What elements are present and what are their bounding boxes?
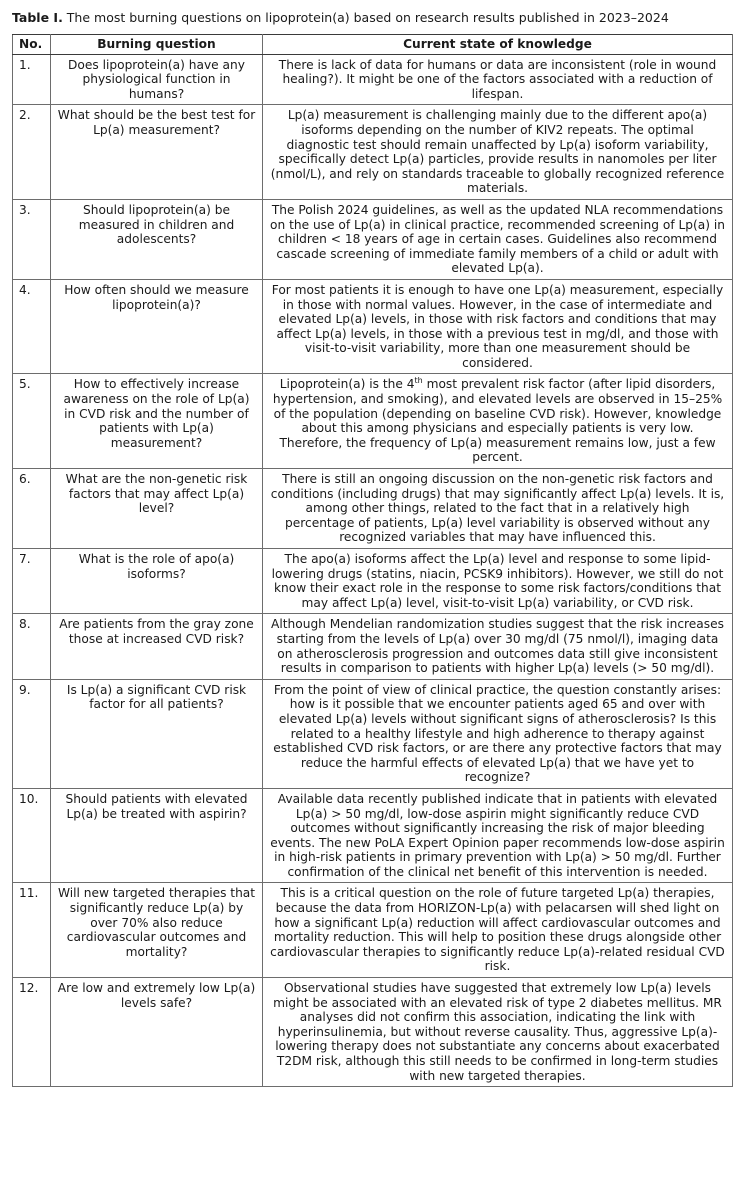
- row-number: 6.: [13, 469, 51, 549]
- row-question: What is the role of apo(a) isoforms?: [51, 549, 263, 614]
- row-question: How to effectively increase awareness on the role of Lp(a) in CVD risk and the number of patients with Lp(a) measurement?: [51, 374, 263, 469]
- row-answer: [263, 374, 733, 469]
- row-question: Are low and extremely low Lp(a) levels safe?: [51, 978, 263, 1087]
- row-number: 7.: [13, 549, 51, 614]
- table-row: [13, 978, 733, 1087]
- table-row: [13, 549, 733, 614]
- table-row: [13, 614, 733, 679]
- row-answer: The Polish 2024 guidelines, as well as the updated NLA recommendations on the use of Lp(a) in clinical practice, recommended screening of Lp(a) in children < 18 years of age in certain cases. Guidelines also recommend cascade screening of immediate family members of a child or adult with elevated Lp(a).: [263, 199, 733, 279]
- row-answer: The apo(a) isoforms affect the Lp(a) level and response to some lipid-lowering drugs (statins, niacin, PCSK9 inhibitors). However, we still do not know their exact role in the response to some risk factors/conditions that may affect Lp(a) level, visit-to-visit Lp(a) variability, or CVD risk.: [263, 549, 733, 614]
- header-question: Burning question: [51, 35, 263, 55]
- row-question: What are the non-genetic risk factors that may affect Lp(a) level?: [51, 469, 263, 549]
- row-question: Will new targeted therapies that significantly reduce Lp(a) by over 70% also reduce cardiovascular outcomes and mortality?: [51, 883, 263, 978]
- table-row: [13, 199, 733, 279]
- row-answer: For most patients it is enough to have one Lp(a) measurement, especially in those with normal values. However, in the case of intermediate and elevated Lp(a) levels, in those with risk factors and conditions that may affect Lp(a) levels, in those with a previous test in mg/dl, and those with visit-to-visit variability, more than one measurement should be considered.: [263, 279, 733, 374]
- row-question: Should lipoprotein(a) be measured in children and adolescents?: [51, 199, 263, 279]
- caption-text: The most burning questions on lipoprotein(a) based on research results published in 2023–2024: [66, 10, 669, 25]
- table-caption: [12, 10, 732, 26]
- row-question: Does lipoprotein(a) have any physiological function in humans?: [51, 54, 263, 105]
- row-question: Is Lp(a) a significant CVD risk factor for all patients?: [51, 679, 263, 788]
- row-answer: Observational studies have suggested that extremely low Lp(a) levels might be associated with an elevated risk of type 2 diabetes mellitus. MR analyses did not confirm this association, indicating the link with hyperinsulinemia, but without reverse causality. Thus, aggressive Lp(a)-lowering therapy does not substantiate any concerns about exacerbated T2DM risk, although this still needs to be confirmed in long-term studies with new targeted therapies.: [263, 978, 733, 1087]
- row-number: 1.: [13, 54, 51, 105]
- row-answer: This is a critical question on the role of future targeted Lp(a) therapies, because the data from HORIZON-Lp(a) with pelacarsen will shed light on how a significant Lp(a) reduction will affect cardiovascular outcomes and mortality reduction. This will help to position these drugs alongside other cardiovascular therapies to significantly reduce Lp(a)-related residual CVD risk.: [263, 883, 733, 978]
- row-number: 8.: [13, 614, 51, 679]
- row-answer: Available data recently published indicate that in patients with elevated Lp(a) > 50 mg/dl, low-dose aspirin might significantly reduce CVD outcomes without significantly increasing the risk of major bleeding events. The new PoLA Expert Opinion paper recommends low-dose aspirin in high-risk patients in primary prevention with Lp(a) > 50 mg/dl. Further confirmation of the clinical net benefit of this intervention is needed.: [263, 788, 733, 883]
- ordinal-superscript: th: [414, 376, 423, 386]
- row-number: 5.: [13, 374, 51, 469]
- table-row: [13, 883, 733, 978]
- caption-label: Table I.: [12, 10, 63, 25]
- table-row: [13, 679, 733, 788]
- table-row: [13, 279, 733, 374]
- burning-questions-table: [12, 34, 733, 1087]
- row-question: Should patients with elevated Lp(a) be treated with aspirin?: [51, 788, 263, 883]
- row-answer-part: Lipoprotein(a) is the 4: [279, 377, 415, 392]
- table-header-row: [13, 35, 733, 55]
- row-number: 9.: [13, 679, 51, 788]
- table-row: [13, 374, 733, 469]
- table-row: [13, 469, 733, 549]
- row-number: 3.: [13, 199, 51, 279]
- header-no: No.: [13, 35, 51, 55]
- header-knowledge: Current state of knowledge: [263, 35, 733, 55]
- row-answer: Although Mendelian randomization studies suggest that the risk increases starting from the levels of Lp(a) over 30 mg/dl (75 nmol/l), imaging data on atherosclerosis progression and outcomes data still give inconsistent results in comparison to patients with higher Lp(a) levels (> 50 mg/dl).: [263, 614, 733, 679]
- row-number: 4.: [13, 279, 51, 374]
- row-question: Are patients from the gray zone those at increased CVD risk?: [51, 614, 263, 679]
- row-answer: There is still an ongoing discussion on the non-genetic risk factors and conditions (including drugs) that may significantly affect Lp(a) levels. It is, among other things, related to the fact that in a relatively high percentage of patients, Lp(a) level variability is observed without any recognized variables that may have influenced this.: [263, 469, 733, 549]
- row-answer: There is lack of data for humans or data are inconsistent (role in wound healing?). It might be one of the factors associated with a reduction of lifespan.: [263, 54, 733, 105]
- row-question: How often should we measure lipoprotein(a)?: [51, 279, 263, 374]
- row-answer: From the point of view of clinical practice, the question constantly arises: how is it possible that we encounter patients aged 65 and over with elevated Lp(a) levels without significant signs of atherosclerosis? Is this related to a healthy lifestyle and high adherence to therapy against established CVD risk factors, or are there any protective factors that may reduce the harmful effects of elevated Lp(a) that we have yet to recognize?: [263, 679, 733, 788]
- table-row: [13, 54, 733, 105]
- row-answer: Lp(a) measurement is challenging mainly due to the different apo(a) isoforms depending on the number of KIV2 repeats. The optimal diagnostic test should remain unaffected by Lp(a) isoform variability, specifically detect Lp(a) particles, provide results in nanomoles per liter (nmol/L), and rely on standards traceable to globally recognized reference materials.: [263, 105, 733, 200]
- row-question: What should be the best test for Lp(a) measurement?: [51, 105, 263, 200]
- row-number: 11.: [13, 883, 51, 978]
- row-number: 10.: [13, 788, 51, 883]
- row-number: 12.: [13, 978, 51, 1087]
- row-number: 2.: [13, 105, 51, 200]
- row-answer-part: most prevalent risk factor (after lipid disorders, hypertension, and smoking), and elevated levels are observed in 15–25% of the population (depending on baseline CVD risk). However, knowledge about this among physicians and especially patients is very low. Therefore, the frequency of Lp(a) measurement remains low, just a few percent.: [272, 377, 723, 465]
- table-row: [13, 105, 733, 200]
- table-row: [13, 788, 733, 883]
